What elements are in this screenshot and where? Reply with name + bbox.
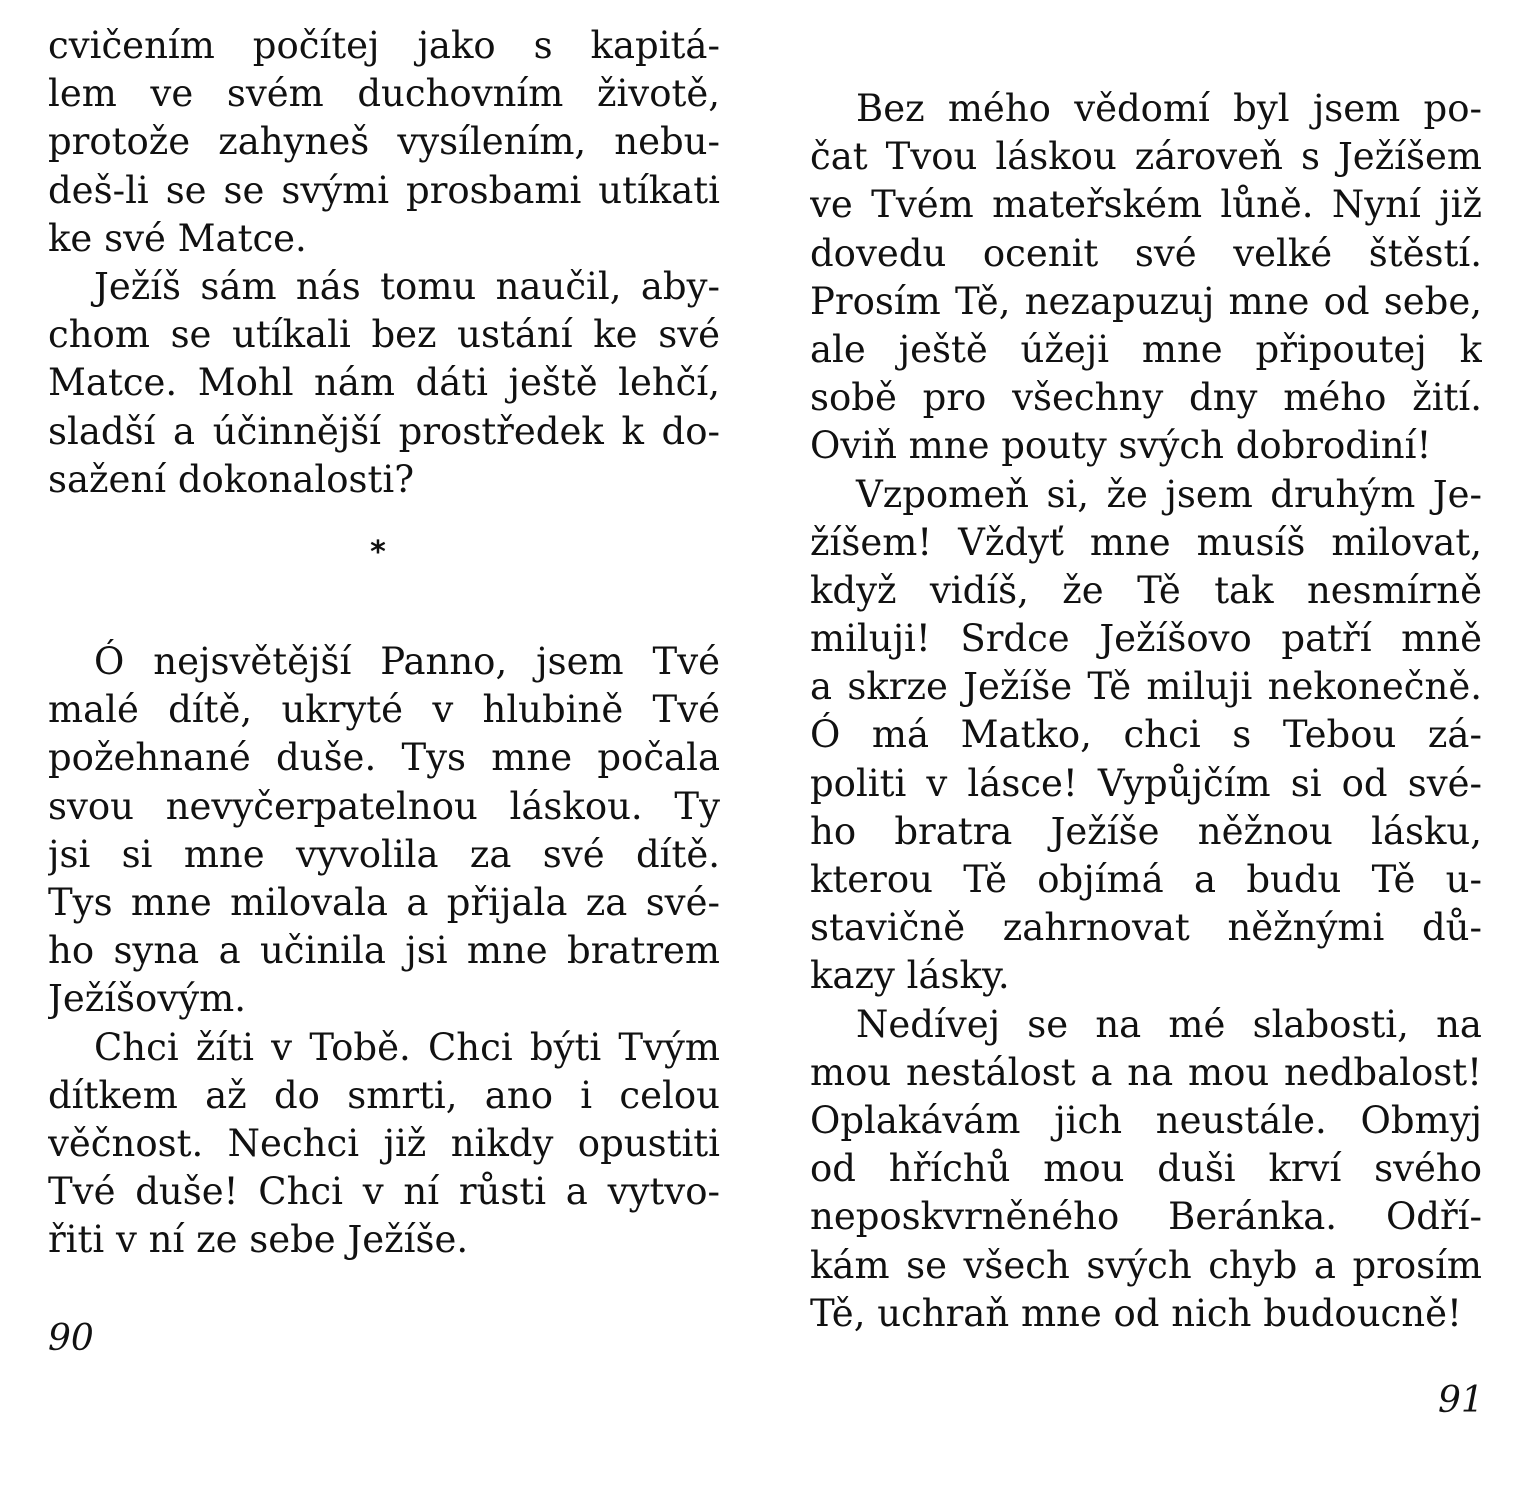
text-line: ale ještě úžeji mne připoutej k [810,327,1482,371]
right-text-block [810,85,1482,1338]
text-line: ho bratra Ježíše něžnou lásku, [810,809,1482,853]
text-line: od hříchů mou duši krví svého [810,1147,1482,1191]
text-line: čat Tvou láskou zároveň s Ježíšem [810,135,1482,179]
text-line: ke své Matce. [48,216,307,260]
text-line: Bez mého vědomí byl jsem po- [856,87,1482,130]
text-line: lem ve svém duchovním životě, [48,72,720,116]
text-line: Tys mne milovala a přijala za své- [48,880,720,924]
text-line: mou nestálost a na mou nedbalost! [810,1050,1482,1094]
text-line: ho syna a učinila jsi mne bratrem [48,929,720,973]
text-line: věčnost. Nechci již nikdy opustiti [48,1121,720,1165]
text-line: kám se všech svých chyb a prosím [810,1243,1482,1287]
text-line: Matce. Mohl nám dáti ještě lehčí, [48,361,720,405]
text-line: kterou Tě objímá a budu Tě u- [810,858,1482,901]
text-line: jsi si mne vyvolila za své dítě. [48,832,720,876]
text-line: Ježíšovým. [48,977,246,1021]
section-separator [48,535,720,570]
text-line: sobě pro všechny dny mého žití. [810,376,1482,420]
page-number-left: 90 [48,1318,94,1359]
text-line: cvičením počítej jako s kapitá- [48,24,720,67]
text-line: Ó nejsvětější Panno, jsem Tvé [94,640,720,683]
text-line: a skrze Ježíše Tě miluji nekonečně. [810,665,1482,709]
text-line: Chci žíti v Tobě. Chci býti Tvým [94,1025,720,1069]
text-line: Nedívej se na mé slabosti, na [856,1002,1482,1046]
left-text-block-1 [48,22,720,504]
asterisk: * [370,535,386,570]
text-line: Oplakávám jich neustále. Obmyj [810,1098,1482,1142]
text-line: Prosím Tě, nezapuzuj mne od sebe, [810,279,1482,323]
text-line: požehnané duše. Tys mne počala [48,736,720,780]
text-line: sladší a účinnější prostředek k do- [48,409,720,453]
text-line: kazy lásky. [810,954,1010,998]
page-number-right: 91 [1438,1380,1484,1421]
text-line: protože zahyneš vysílením, nebu- [48,120,720,164]
text-line: žíšem! Vždyť mne musíš milovat, [810,520,1482,564]
text-line: dovedu ocenit své velké štěstí. [810,231,1482,275]
text-line: Oviň mne pouty svých dobrodiní! [810,424,1432,468]
text-line: řiti v ní ze sebe Ježíše. [48,1218,469,1262]
text-line: Ježíš sám nás tomu naučil, aby- [94,264,720,308]
left-text-block-2 [48,638,720,1264]
text-line: když vidíš, že Tě tak nesmírně [810,568,1482,612]
text-line: dítkem až do smrti, ano i celou [48,1073,720,1117]
text-line: Tvé duše! Chci v ní růsti a vytvo- [48,1170,720,1214]
text-line: Tě, uchraň mne od nich budoucně! [810,1291,1462,1335]
text-line: deš-li se se svými prosbami utíkati [48,168,720,212]
text-line: Ó má Matko, chci s Tebou zá- [810,713,1482,757]
text-line: svou nevyčerpatelnou láskou. Ty [48,784,720,828]
text-line: Vzpomeň si, že jsem druhým Je- [856,472,1482,516]
text-line: miluji! Srdce Ježíšovo patří mně [810,617,1482,661]
text-line: ve Tvém mateřském lůně. Nyní již [810,183,1482,227]
text-line: stavičně zahrnovat něžnými dů- [810,906,1482,950]
text-line: neposkvrněného Beránka. Odří- [810,1195,1482,1239]
text-line: sažení dokonalosti? [48,457,415,501]
text-line: chom se utíkali bez ustání ke své [48,313,720,357]
text-line: politi v lásce! Vypůjčím si od své- [810,761,1482,805]
text-line: malé dítě, ukryté v hlubině Tvé [48,688,720,732]
